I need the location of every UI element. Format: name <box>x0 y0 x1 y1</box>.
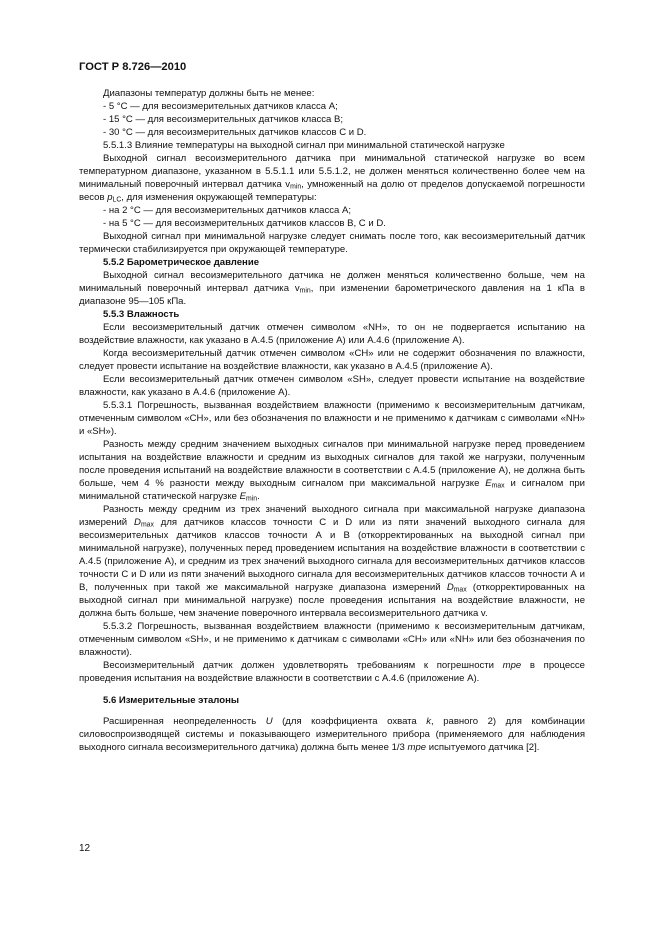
text-run: - на 2 °C — для весоизмерительных датчиков класса А; <box>103 205 351 216</box>
section-heading: 5.5.2 Барометрическое давление <box>103 257 260 268</box>
paragraph <box>79 659 585 685</box>
text-run: и сигналом при минимальной статической нагрузке <box>79 478 585 502</box>
paragraph <box>79 152 585 204</box>
paragraph <box>79 87 585 100</box>
text-run: , равного 2) для комбинации силовоспроизводящей системы и показывающего измерительного прибора (применяемого для наблюдения выходного сигнала весоизмерительного датчика) должна быть менее 1/3 <box>79 716 585 753</box>
paragraph <box>79 694 585 707</box>
subscript: min <box>299 287 311 295</box>
text-run: испытуемого датчика [2]. <box>426 742 540 753</box>
text-run: Выходной сигнал весоизмерительного датчика при минимальной статической нагрузке во всем температурном диапазоне, указанном в 5.5.1.1 или 5.5.1.2, не должен меняться количественно более чем на минимальный поверочный интервал датчика v <box>79 153 585 190</box>
text-run: Разность между средним значением выходных сигналов при минимальной нагрузке перед проведением испытания на воздействие влажности и средним из выходных сигналов для такой же нагрузки, полученным после проведения испытаний на воздействие влажности в соответствии с А.4.5 (приложение А), не должна быть больше, чем 4 % разности между выходным сигналом при максимальной нагрузке <box>79 439 585 489</box>
paragraph <box>79 347 585 373</box>
text-run: Если весоизмерительный датчик отмечен символом «SH», следует провести испытание на воздействие влажности, как указано в А.4.6 (приложение А). <box>79 374 585 398</box>
italic-symbol: k <box>426 716 432 727</box>
paragraph <box>79 503 585 620</box>
paragraph <box>79 230 585 256</box>
paragraph <box>79 308 585 321</box>
section-heading: 5.5.3 Влажность <box>103 309 180 320</box>
paragraph <box>79 204 585 217</box>
text-run: (откорректированных на выходной сигнал при минимальной нагрузке) после проведения испытания на воздействие влажности, не должна быть больше, чем значение поверочного интервала весоизмерительного датчика v. <box>79 582 585 619</box>
text-run: - 15 °C — для весоизмерительных датчиков класса В; <box>103 114 344 125</box>
text-run: , для изменения окружающей температуры: <box>121 192 317 203</box>
paragraph <box>79 715 585 754</box>
italic-symbol: E <box>239 491 247 502</box>
text-run: Если весоизмерительный датчик отмечен символом «NH», то он не подвергается испытанию на воздействие влажности, как указано в А.4.5 (приложение А) или А.4.6 (приложение А). <box>79 322 585 346</box>
text-run: Расширенная неопределенность <box>103 716 266 727</box>
text-run: Выходной сигнал весоизмерительного датчика не должен меняться количественно больше, чем на минимальный поверочный интервал датчика v <box>79 270 585 294</box>
subscript: max <box>491 482 505 490</box>
paragraph <box>79 113 585 126</box>
italic-symbol: U <box>265 716 273 727</box>
section-heading: 5.6 Измерительные эталоны <box>103 695 239 706</box>
page-number: 12 <box>79 843 91 854</box>
text-run: - 5 °C — для весоизмерительных датчиков класса А; <box>103 101 338 112</box>
text-run: Весоизмерительный датчик должен удовлетворять требованиям к погрешности <box>103 660 503 671</box>
text-run: 5.5.1.3 Влияние температуры на выходной сигнал при минимальной статической нагрузке <box>103 140 505 151</box>
subscript: min <box>246 495 258 503</box>
subscript: max <box>453 586 467 594</box>
text-run: - на 5 °C — для весоизмерительных датчиков классов В, С и D. <box>103 218 386 229</box>
paragraph <box>79 399 585 438</box>
text-run: . <box>257 491 260 502</box>
text-run: (для коэффициента охвата <box>272 716 427 727</box>
paragraph <box>79 217 585 230</box>
paragraph <box>79 126 585 139</box>
text-run: - 30 °C — для весоизмерительных датчиков классов С и D. <box>103 127 367 138</box>
text-run: 5.5.3.2 Погрешность, вызванная воздействием влажности (применимо к весоизмерительным датчикам, отмеченным символом «SH», и не применимо к датчикам с символами «СН» или «NH» или без обозначения по влажности). <box>79 621 585 658</box>
subscript: min <box>290 183 302 191</box>
italic-symbol: E <box>485 478 492 489</box>
paragraph <box>79 373 585 399</box>
text-run: Когда весоизмерительный датчик отмечен символом «СН» или не содержит обозначения по влажности, следует провести испытание на воздействие влажности, как указано в А.4.5 (приложение А). <box>79 348 585 372</box>
paragraph <box>79 321 585 347</box>
paragraph <box>79 139 585 152</box>
italic-symbol: D <box>134 517 141 528</box>
italic-symbol: mpe <box>502 660 522 671</box>
italic-symbol: mpe <box>407 742 427 753</box>
text-run: для датчиков классов точности С и D или из пяти значений выходного сигнала для весоизмерительных датчиков классов точности А и В (откорректированных на выходной сигнал при минимальной нагрузке), полученных перед проведением испытания на воздействие влажности в соответствии с А.4.5 (приложение А), и средним из трех значений выходного сигнала для весоизмерительных датчиков классов точности С и D или из пяти значений выходного сигнала для весоизмерительных датчиков классов точности А и В, полученных при такой же максимальной нагрузке диапазона измерений <box>79 517 586 593</box>
text-run: Диапазоны температур должны быть не менее: <box>103 88 315 99</box>
text-run: в процессе проведения испытания на воздействие влажности в соответствии с А.4.6 (приложение А). <box>79 660 585 684</box>
paragraph <box>79 269 585 308</box>
text-run: , при изменении барометрического давления на 1 кПа в диапазоне 95—105 кПа. <box>79 283 585 307</box>
paragraph <box>79 620 585 659</box>
paragraph <box>79 100 585 113</box>
italic-symbol: p <box>107 192 113 203</box>
text-run: , умноженный на долю от пределов допускаемой погрешности весов <box>79 179 585 203</box>
text-run: Разность между средним из трех значений выходного сигнала при максимальной нагрузке диапазона измерений <box>79 504 585 528</box>
paragraph <box>79 256 585 269</box>
document-body <box>79 87 585 754</box>
text-run: Выходной сигнал при минимальной нагрузке следует снимать после того, как весоизмерительный датчик термически стабилизируется при окружающей температуре. <box>79 231 585 255</box>
subscript: max <box>140 521 154 529</box>
paragraph <box>79 438 585 503</box>
italic-symbol: D <box>446 582 454 593</box>
document-header: ГОСТ Р 8.726—2010 <box>79 61 187 73</box>
subscript: LC <box>112 196 122 204</box>
text-run: 5.5.3.1 Погрешность, вызванная воздействием влажности (применимо к весоизмерительным датчикам, отмеченным символом «СН», или без обозначения по влажности и не применимо к датчикам с символами «NH» и «SH»). <box>79 400 585 437</box>
